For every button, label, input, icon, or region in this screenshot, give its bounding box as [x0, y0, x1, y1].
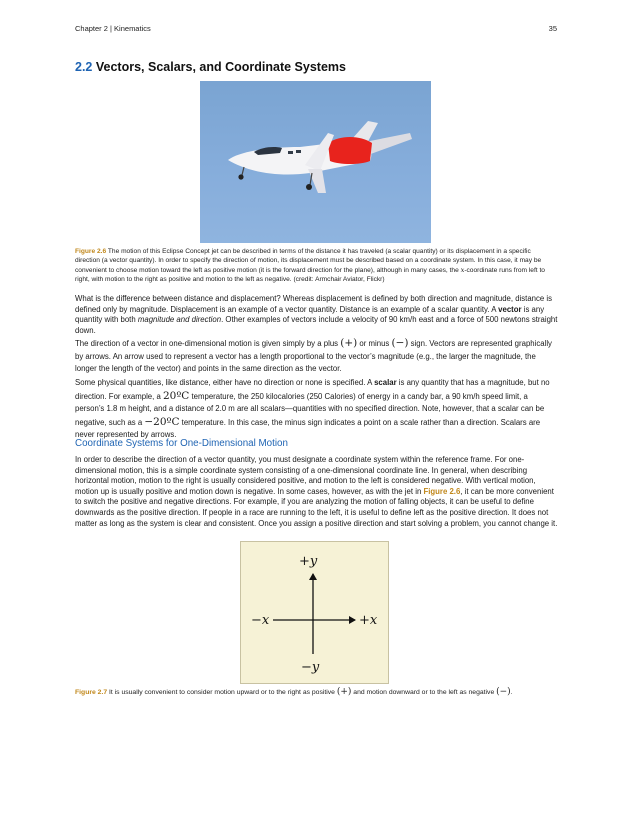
- plus-sign: (+): [340, 337, 358, 349]
- section-number: 2.2: [75, 60, 93, 74]
- temperature-positive: 20ºC: [162, 389, 190, 402]
- cabin-window: [296, 150, 301, 153]
- label-negative-y: −y: [301, 660, 320, 675]
- figure-2-6-caption: [75, 247, 557, 285]
- engine-nacelle: [328, 137, 372, 164]
- nose-gear: [242, 167, 244, 175]
- running-head: Chapter 2 | Kinematics: [75, 24, 151, 33]
- caption-text: -coordinate runs from left to right, with motion to the right as positive and motion to the left as negative. (credit: Armchair Aviator, Flickr): [75, 266, 545, 284]
- paragraph-text: temperature. In this case, the minus sign indicates a point on a scale rather than a direction. Scalars are never represented by arrows.: [75, 417, 541, 439]
- figure-2-7-caption: [75, 688, 557, 697]
- main-wheel: [306, 184, 312, 190]
- coordinate-system-figure: [240, 541, 389, 684]
- figure-2-7-label: Figure 2.7: [75, 689, 108, 696]
- coordinate-axes: [241, 542, 388, 683]
- paragraph-text: . Other examples of vectors include a velocity of 90 km/h east and a force of 500 newtons straight down.: [75, 315, 558, 335]
- section-title: [75, 60, 346, 74]
- term-scalar: scalar: [374, 378, 397, 387]
- label-positive-x: +x: [359, 613, 378, 628]
- paragraph-text: or minus: [359, 339, 390, 348]
- paragraph-text: is any quantity with both: [75, 304, 545, 325]
- paragraph-text: What is the difference between distance and displacement? Whereas displacement is defined by both direction and magnitude, distance is defined only by magnitude. Displacement is an example of a vector quantity. Distance is an example of a scalar quantity. A: [75, 294, 553, 314]
- paragraph-text: temperature, the 250 kilocalories (250 Calories) of energy in a candy bar, a 90 km/h speed limit, a person’s 1.8 m height, and a distance of 2.0 m are all scalars—quantities with no specified direction. Note, however, that a scalar can be negative, such as a: [75, 391, 545, 427]
- caption-variable: x: [460, 265, 465, 274]
- nose-wheel: [238, 174, 243, 179]
- jet-airplane-illustration: [200, 81, 431, 243]
- caption-period: .: [510, 689, 513, 696]
- paragraph-text: sign. Vectors are represented graphically by arrows. An arrow used to represent a vector has a length proportional to the vector’s magnitude (e.g., the larger the magnitude, the longer the length of the vector) and points in the same direction as the vector.: [75, 339, 552, 373]
- page-number: 35: [548, 24, 557, 33]
- term-vector: vector: [498, 304, 522, 314]
- paragraph-text: Some physical quantities, like distance, either have no direction or none is specified. A: [75, 378, 372, 387]
- paragraph-3: [75, 377, 558, 442]
- figure-2-6-link[interactable]: Figure 2.6: [423, 486, 461, 496]
- paragraph-text: , it can be more convenient to switch the positive and negative directions. For example, if you are analyzing the motion of falling objects, it can be useful to define downwards as the positive direction. If people in a race are running to the left, it is useful to define left as the positive direction. It does not matter as long as the system is clear and consistent. Once you assign a positive direction and start solving a problem, you cannot change it.: [75, 486, 558, 528]
- label-positive-y: +y: [299, 554, 318, 569]
- plus-sign: (+): [336, 687, 352, 697]
- minus-sign: (−): [496, 687, 511, 697]
- paragraph-1: [75, 294, 558, 336]
- temperature-negative: −20ºC: [144, 415, 180, 428]
- cabin-window: [288, 151, 293, 154]
- subsection-title: Coordinate Systems for One-Dimensional Motion: [75, 438, 288, 449]
- caption-text: It is usually convenient to consider motion upward or to the right as positive: [109, 689, 335, 696]
- paragraph-text: In order to describe the direction of a vector quantity, you must designate a coordinate system within the reference frame. For one-dimensional motion, this is a simple coordinate system consisting of a one-dimensional coordinate line. In general, when describing horizontal motion, motion to the right is usually considered positive, and motion to the left is considered negative. With vertical motion, motion up is usually positive and motion down is negative. In some cases, however, as with the jet in: [75, 455, 536, 496]
- caption-text: The motion of this Eclipse Concept jet can be described in terms of the distance it has traveled (a scalar quantity) or its displacement in a specific direction (a vector quantity). In order to specify the direction of motion, its displacement must be described based on a coordinate system. In this case, it may be convenient to choose motion toward the left as positive motion (it is the forward direction for the plane), although in many cases, the: [75, 248, 542, 274]
- minus-sign: (−): [391, 337, 409, 349]
- emphasis: magnitude and direction: [137, 315, 222, 325]
- paragraph-2: [75, 337, 558, 376]
- caption-text: and motion downward or to the left as negative: [353, 689, 495, 696]
- jet-photo: [200, 81, 431, 243]
- label-negative-x: −x: [251, 613, 270, 628]
- figure-2-6-label: Figure 2.6: [75, 248, 107, 255]
- paragraph-text: is any quantity that has a magnitude, but no direction. For example, a: [75, 378, 550, 401]
- paragraph-4: [75, 455, 558, 529]
- paragraph-text: The direction of a vector in one-dimensional motion is given simply by a plus: [75, 339, 339, 348]
- section-title-text: Vectors, Scalars, and Coordinate Systems: [95, 60, 346, 74]
